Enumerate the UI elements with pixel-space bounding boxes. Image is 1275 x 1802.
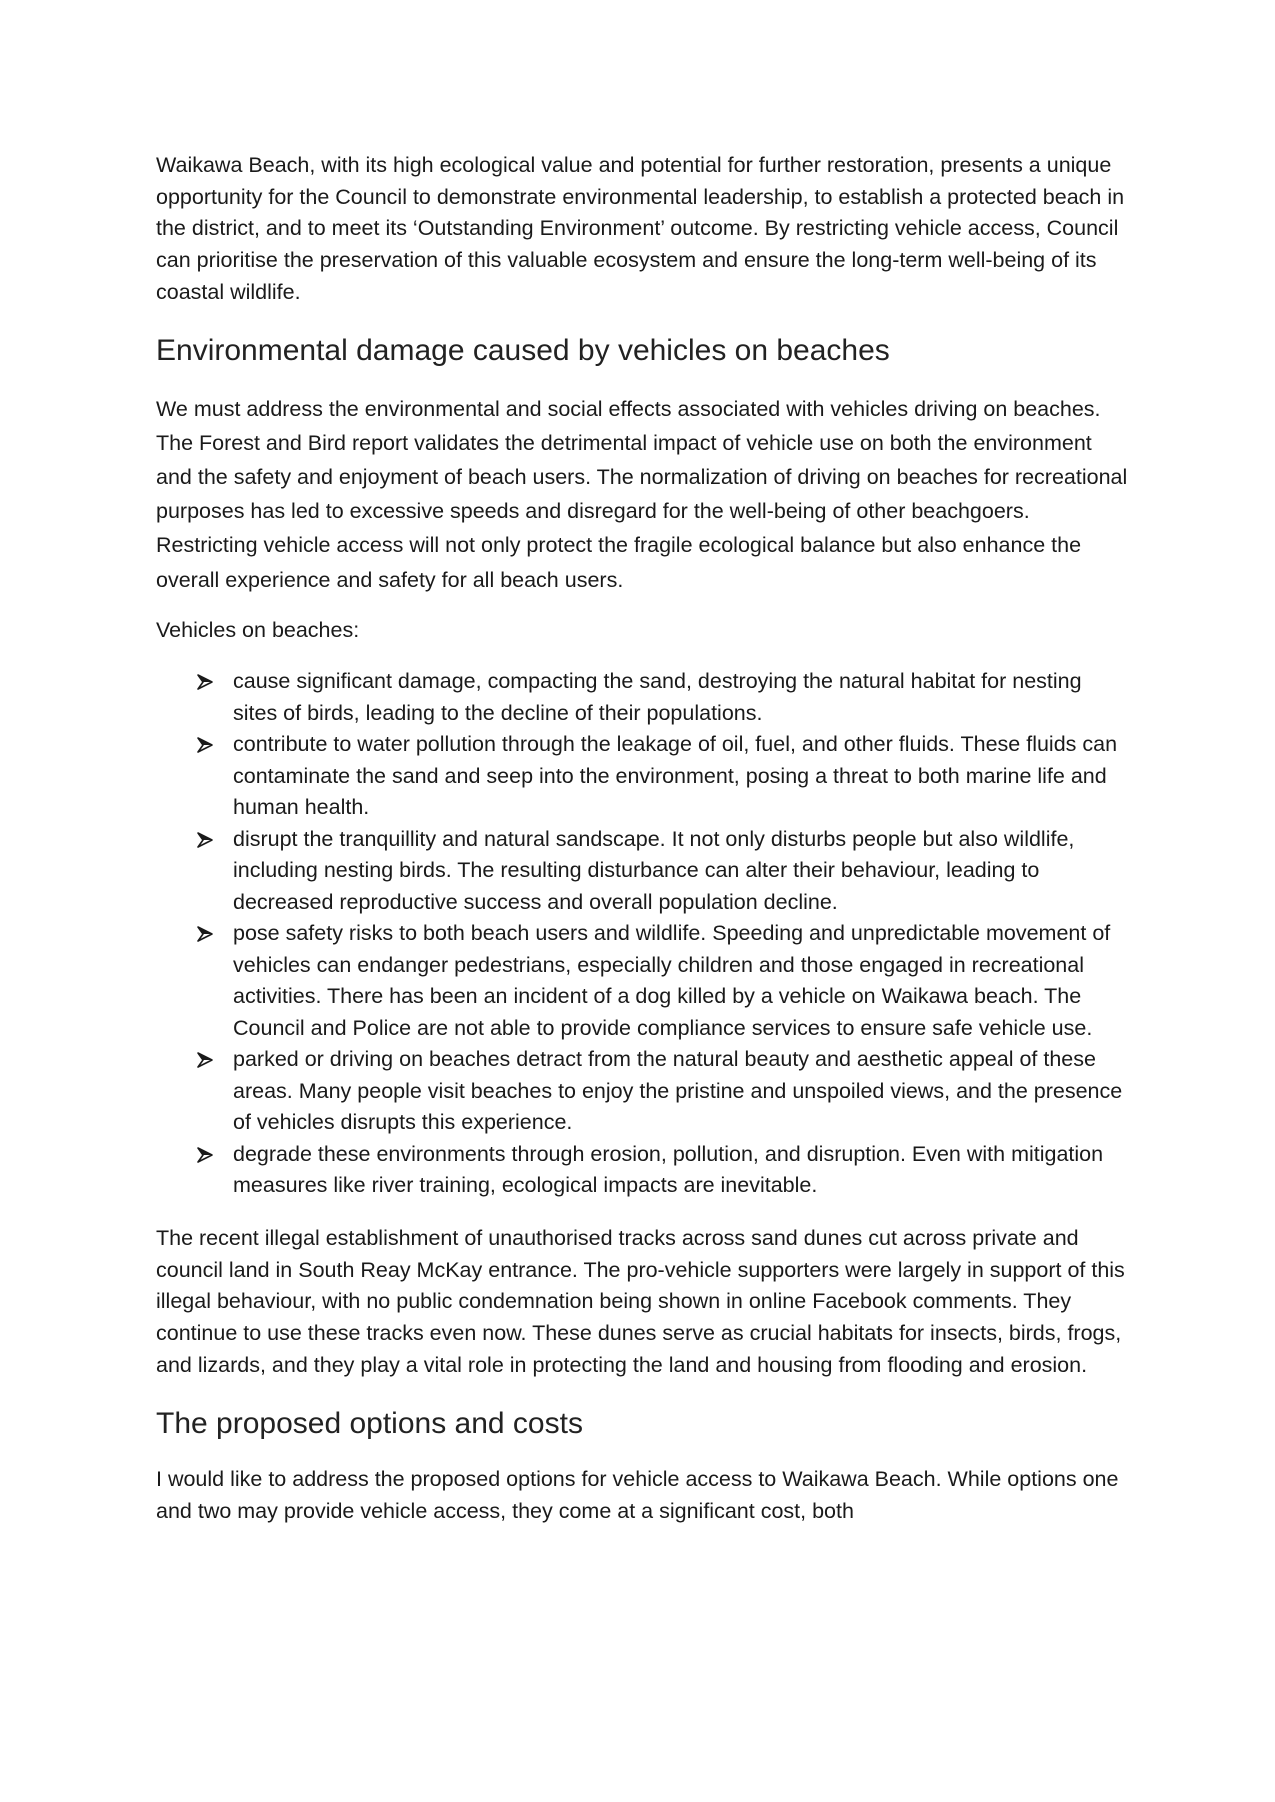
list-item (156, 824, 1131, 919)
section-heading-proposed-options: The proposed options and costs (156, 1407, 583, 1441)
vehicles-list-intro: Vehicles on beaches: (156, 617, 360, 642)
arrowhead-bullet-icon (194, 1044, 216, 1076)
arrowhead-bullet-icon (194, 1139, 216, 1171)
document-page (156, 150, 1131, 1528)
list-item-text: contribute to water pollution through the leakage of oil, fuel, and other fluids. These fluids can contaminate the sand and seep into the environment, posing a threat to both marine life and human health. (233, 732, 1118, 820)
intro-paragraph: Waikawa Beach, with its high ecological value and potential for further restoration, presents a unique opportunity for the Council to demonstrate environmental leadership, to establish a protected beach in the district, and to meet its ‘Outstanding Environment’ outcome. By restricting vehicle access, Council can prioritise the preservation of this valuable ecosystem and ensure the long-term well-being of its coastal wildlife. (156, 153, 1125, 304)
arrowhead-bullet-icon (194, 918, 216, 950)
list-item (156, 918, 1131, 1044)
list-item-text: parked or driving on beaches detract from the natural beauty and aesthetic appeal of these areas. Many people visit beaches to enjoy the pristine and unspoiled views, and the presence of vehicles disrupts this experience. (233, 1047, 1123, 1135)
arrowhead-bullet-icon (194, 666, 216, 698)
list-item-text: cause significant damage, compacting the sand, destroying the natural habitat for nesting sites of birds, leading to the decline of their populations. (233, 669, 1082, 725)
unauthorised-tracks-paragraph: The recent illegal establishment of unauthorised tracks across sand dunes cut across private and council land in South Reay McKay entrance. The pro-vehicle supporters were largely in support of this illegal behaviour, with no public condemnation being shown in online Facebook comments. They continue to use these tracks even now. These dunes serve as crucial habitats for insects, birds, frogs, and lizards, and they play a vital role in protecting the land and housing from flooding and erosion. (156, 1225, 1125, 1377)
list-item (156, 1139, 1131, 1202)
section-heading-environmental-damage: Environmental damage caused by vehicles on beaches (156, 333, 890, 367)
vehicles-impact-list (156, 666, 1131, 1202)
list-item (156, 666, 1131, 729)
list-item (156, 1044, 1131, 1139)
list-item-text: degrade these environments through erosion, pollution, and disruption. Even with mitigation measures like river training, ecological impacts are inevitable. (233, 1141, 1104, 1198)
arrowhead-bullet-icon (194, 729, 216, 761)
list-item-text: disrupt the tranquillity and natural sandscape. It not only disturbs people but also wildlife, including nesting birds. The resulting disturbance can alter their behaviour, leading to decreased reproductive success and overall population decline. (233, 826, 1075, 914)
arrowhead-bullet-icon (194, 824, 216, 856)
list-item (156, 729, 1131, 824)
proposed-options-paragraph: I would like to address the proposed options for vehicle access to Waikawa Beach. While options one and two may provide vehicle access, they come at a significant cost, both (156, 1467, 1119, 1524)
list-item-text: pose safety risks to both beach users and wildlife. Speeding and unpredictable movement of vehicles can endanger pedestrians, especially children and those engaged in recreational activities. There has been an incident of a dog killed by a vehicle on Waikawa beach. The Council and Police are not able to provide compliance services to ensure safe vehicle use. (233, 921, 1111, 1040)
environmental-damage-paragraph: We must address the environmental and social effects associated with vehicles driving on beaches. The Forest and Bird report validates the detrimental impact of vehicle use on both the environment and the safety and enjoyment of beach users. The normalization of driving on beaches for recreational purposes has led to excessive speeds and disregard for the well-being of other beachgoers. Restricting vehicle access will not only protect the fragile ecological balance but also enhance the overall experience and safety for all beach users. (156, 396, 1128, 592)
